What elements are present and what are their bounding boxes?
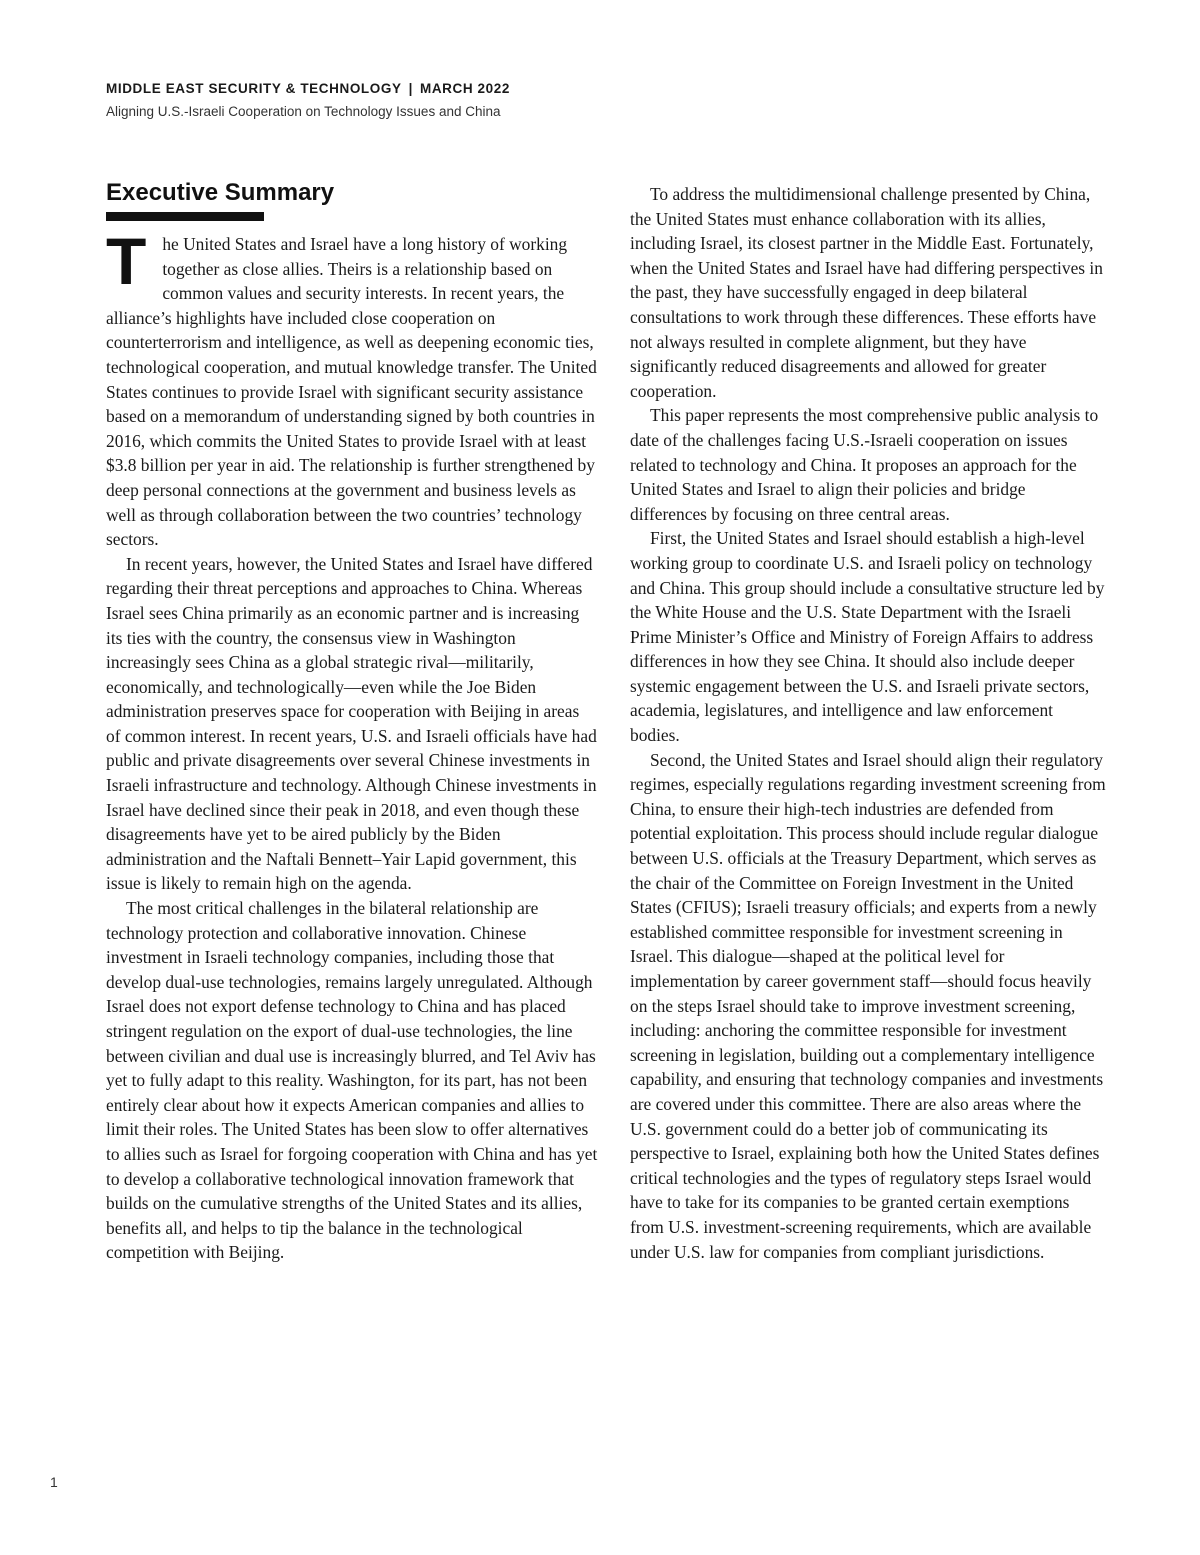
page-number: 1 (50, 1474, 58, 1490)
publication-date: MARCH 2022 (419, 81, 510, 96)
left-column (106, 178, 598, 1265)
paragraph: The most critical challenges in the bilateral relationship are technology protection and collaborative innovation. Chinese investment in Israeli technology companies, including those that develop dual-use technologies, remains largely unregulated. Although Israel does not export defense technology to China and has placed stringent regulation on the export of dual-use technologies, the line between civilian and dual use is increasingly blurred, and Tel Aviv has yet to fully adapt to this reality. Washington, for its part, has not been entirely clear about how it expects American companies and allies to limit their roles. The United States has been slow to offer alternatives to allies such as Israel for forgoing cooperation with China and has yet to develop a collaborative technological innovation framework that builds on the cumulative strengths of the United States and its allies, benefits all, and helps to tip the balance in the technological competition with Beijing. (106, 898, 598, 1263)
paragraph: To address the multidimensional challenge presented by China, the United States must enhance collaboration with its allies, including Israel, its closest partner in the Middle East. Fortunately, when the United States and Israel have had differing perspectives in the past, they have successfully engaged in deep bilateral consultations to work through these differences. These efforts have not always resulted in complete alignment, but they have significantly reduced disagreements and allowed for greater cooperation. (630, 184, 1103, 401)
paragraph: In recent years, however, the United States and Israel have differed regarding their threat perceptions and approaches to China. Whereas Israel sees China primarily as an economic partner and is increasing its ties with the country, the consensus view in Washington increasingly sees China as a global strategic rival—militarily, economically, and technologically—even while the Joe Biden administration preserves space for cooperation with Beijing in areas of common interest. In recent years, U.S. and Israeli officials have had public and private disagreements over several Chinese investments in Israeli infrastructure and technology. Although Chinese investments in Israel have declined since their peak in 2018, and even though these disagreements have yet to be aired publicly by the Biden administration and the Naftali Bennett–Yair Lapid government, this issue is likely to remain high on the agenda. (106, 553, 597, 894)
title-underline (106, 212, 264, 221)
header-separator: | (408, 81, 413, 96)
paragraph: This paper represents the most comprehensive public analysis to date of the challenges facing U.S.-Israeli cooperation on issues related to technology and China. It proposes an approach for the United States and Israel to align their policies and bridge differences by focusing on three central areas. (630, 405, 1099, 524)
document-subtitle: Aligning U.S.-Israeli Cooperation on Technology Issues and China (106, 104, 501, 119)
paragraph (106, 224, 598, 552)
document-header (106, 80, 806, 121)
paragraph: First, the United States and Israel should establish a high-level working group to coordinate U.S. and Israeli policy on technology and China. This group should include a consultative structure led by the White House and the U.S. State Department with the Israeli Prime Minister’s Office and Ministry of Foreign Affairs to address differences in how they see China. It should also include deeper systemic engagement between the U.S. and Israeli private sectors, academia, legislatures, and intelligence and law enforcement bodies. (630, 528, 1105, 746)
drop-cap: T (106, 224, 147, 298)
series-title: MIDDLE EAST SECURITY & TECHNOLOGY (106, 81, 402, 96)
section-title: Executive Summary (106, 179, 335, 206)
paragraph: Second, the United States and Israel should align their regulatory regimes, especially regulations regarding investment screening from China, to ensure their high-tech industries are defended from potential exploitation. This process should include regular dialogue between U.S. officials at the Treasury Department, which serves as the chair of the Committee on Foreign Investment in the United States (CFIUS); Israeli treasury officials; and experts from a newly established committee responsible for investment screening in Israel. This dialogue—shaped at the political level for implementation by career government staff—should focus heavily on the steps Israel should take to improve investment screening, including: anchoring the committee responsible for investment screening in legislation, building out a complementary intelligence capability, and ensuring that technology companies and investments are covered under this committee. There are also areas where the U.S. government could do a better job of communicating its perspective to Israel, explaining both how the United States defines critical technologies and the types of regulatory steps Israel would have to take for its companies to be granted certain exemptions from U.S. investment-screening requirements, which are available under U.S. law for companies from compliant jurisdictions. (630, 749, 1106, 1262)
paragraph-text: he United States and Israel have a long history of working together as close allies. Theirs is a relationship based on common values and security interests. In recent years, the alliance’s highlights have included close cooperation on counterterrorism and intelligence, as well as deepening economic ties, technological cooperation, and mutual knowledge transfer. The United States continues to provide Israel with significant security assistance based on a memorandum of understanding signed by both countries in 2016, which commits the United States to provide Israel with at least $3.8 billion per year in aid. The relationship is further strengthened by deep personal connections at the government and business levels as well as through collaboration between the two countries’ technology sectors. (106, 234, 597, 550)
series-line (106, 80, 806, 98)
right-column (630, 182, 1106, 1264)
